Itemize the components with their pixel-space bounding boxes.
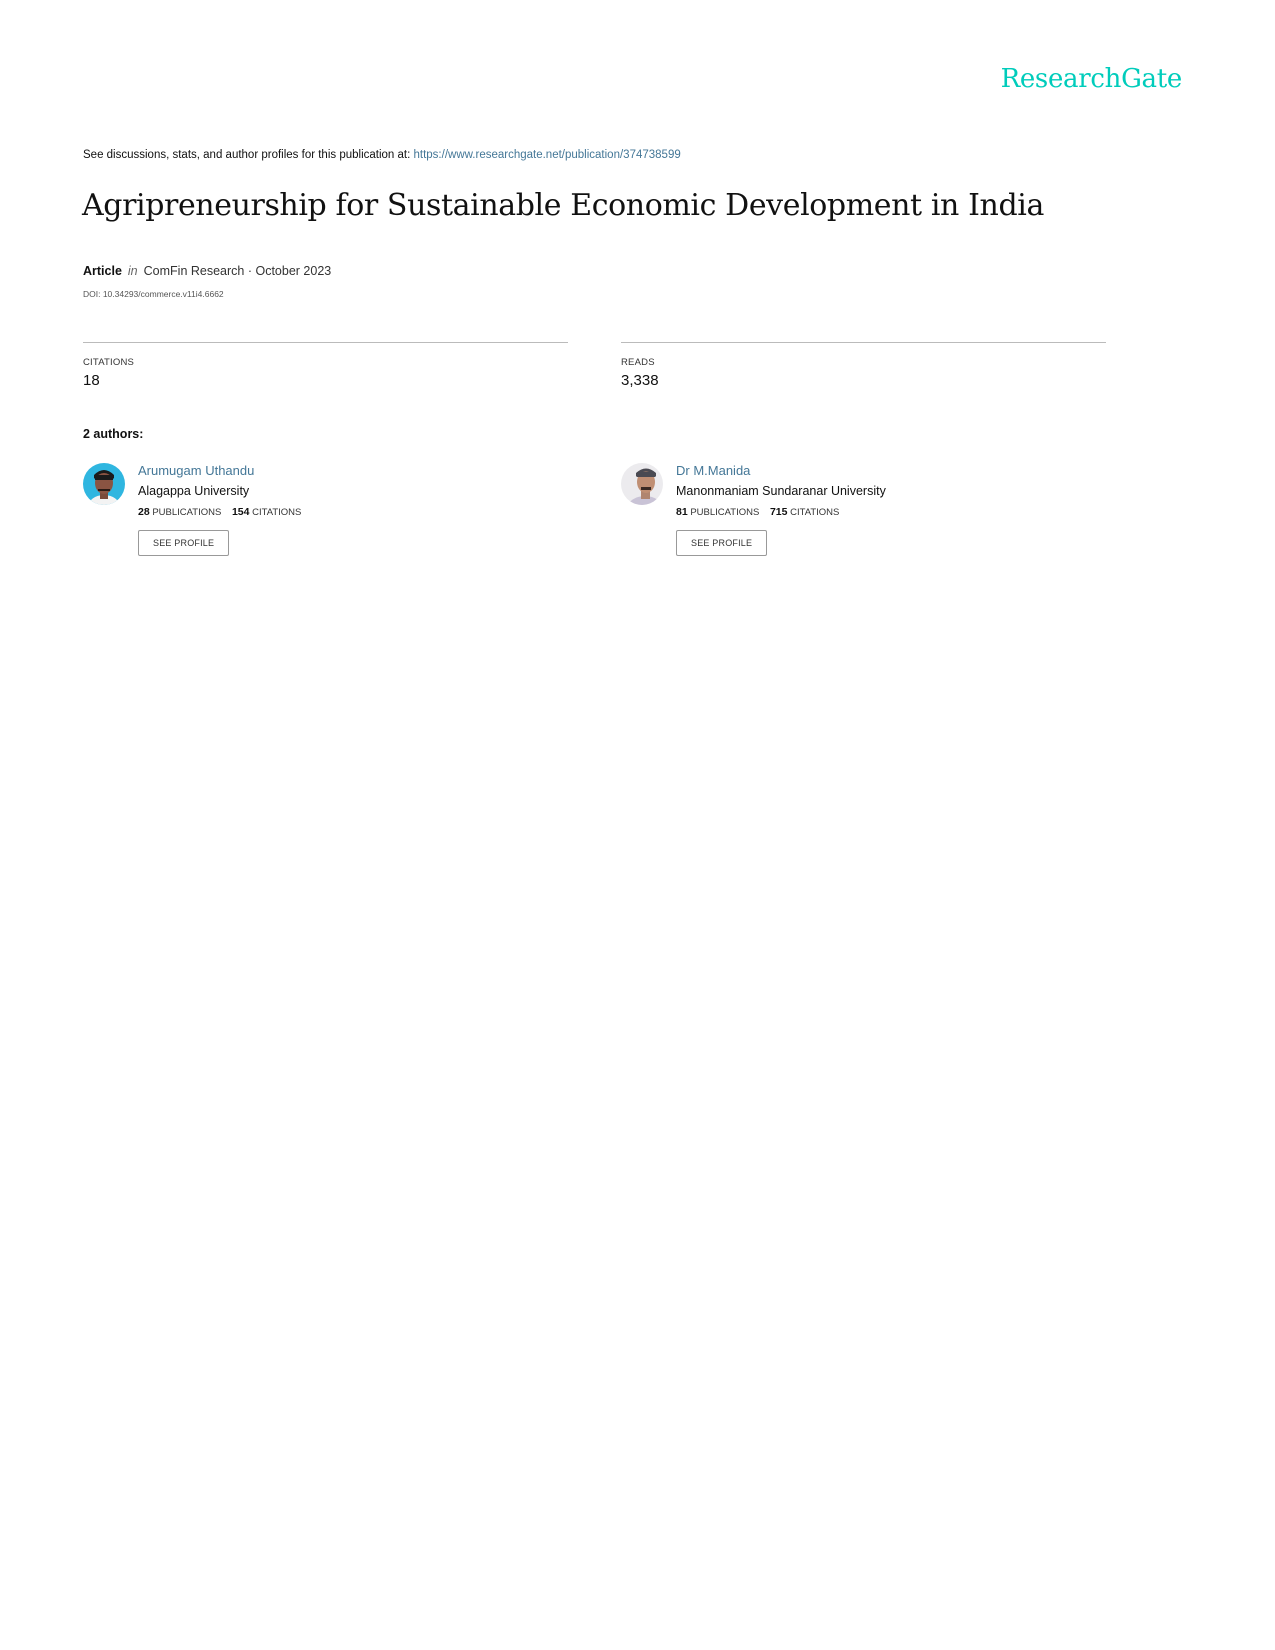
author-stats: [676, 506, 886, 518]
see-profile-button[interactable]: SEE PROFILE: [676, 530, 767, 556]
reads-stat: [621, 342, 1106, 389]
author-info: [676, 463, 886, 556]
author-info: [138, 463, 301, 556]
source-prefix: See discussions, stats, and author profiles for this publication at:: [83, 149, 411, 161]
citations-stat: [83, 342, 568, 389]
author-card: [83, 463, 563, 573]
see-profile-button[interactable]: SEE PROFILE: [138, 530, 229, 556]
publications-label: PUBLICATIONS: [152, 507, 222, 518]
venue-date: ComFin Research · October 2023: [143, 264, 332, 278]
publication-url-link[interactable]: https://www.researchgate.net/publication/374738599: [413, 149, 681, 161]
author-name-link[interactable]: Arumugam Uthandu: [138, 463, 255, 478]
in-word: in: [127, 264, 138, 278]
reads-label: READS: [621, 357, 655, 368]
publication-type: Article: [83, 264, 122, 278]
author-citations-label: CITATIONS: [790, 507, 840, 518]
author-avatar[interactable]: [621, 463, 663, 505]
publications-label: PUBLICATIONS: [690, 507, 760, 518]
author-institution: Alagappa University: [138, 484, 250, 498]
author-avatar[interactable]: [83, 463, 125, 505]
author-institution: Manonmaniam Sundaranar University: [676, 484, 886, 498]
author-card: [621, 463, 1101, 573]
author-stats: [138, 506, 301, 518]
citations-value: 18: [83, 372, 100, 389]
doi-text: DOI: 10.34293/commerce.v11i4.6662: [83, 289, 224, 299]
researchgate-logo[interactable]: ResearchGate: [1000, 64, 1182, 94]
publication-meta: [83, 264, 331, 278]
publication-title: Agripreneurship for Sustainable Economic Development in India: [82, 188, 1044, 223]
citations-label: CITATIONS: [83, 357, 135, 368]
authors-heading: 2 authors:: [83, 427, 144, 441]
author-citations-count: 154: [231, 506, 250, 518]
source-line: [83, 149, 681, 161]
author-name-link[interactable]: Dr M.Manida: [676, 463, 751, 478]
reads-value: 3,338: [621, 372, 659, 389]
author-citations-label: CITATIONS: [252, 507, 302, 518]
author-citations-count: 715: [769, 506, 788, 518]
publications-count: 81: [676, 506, 688, 518]
publications-count: 28: [138, 506, 150, 518]
